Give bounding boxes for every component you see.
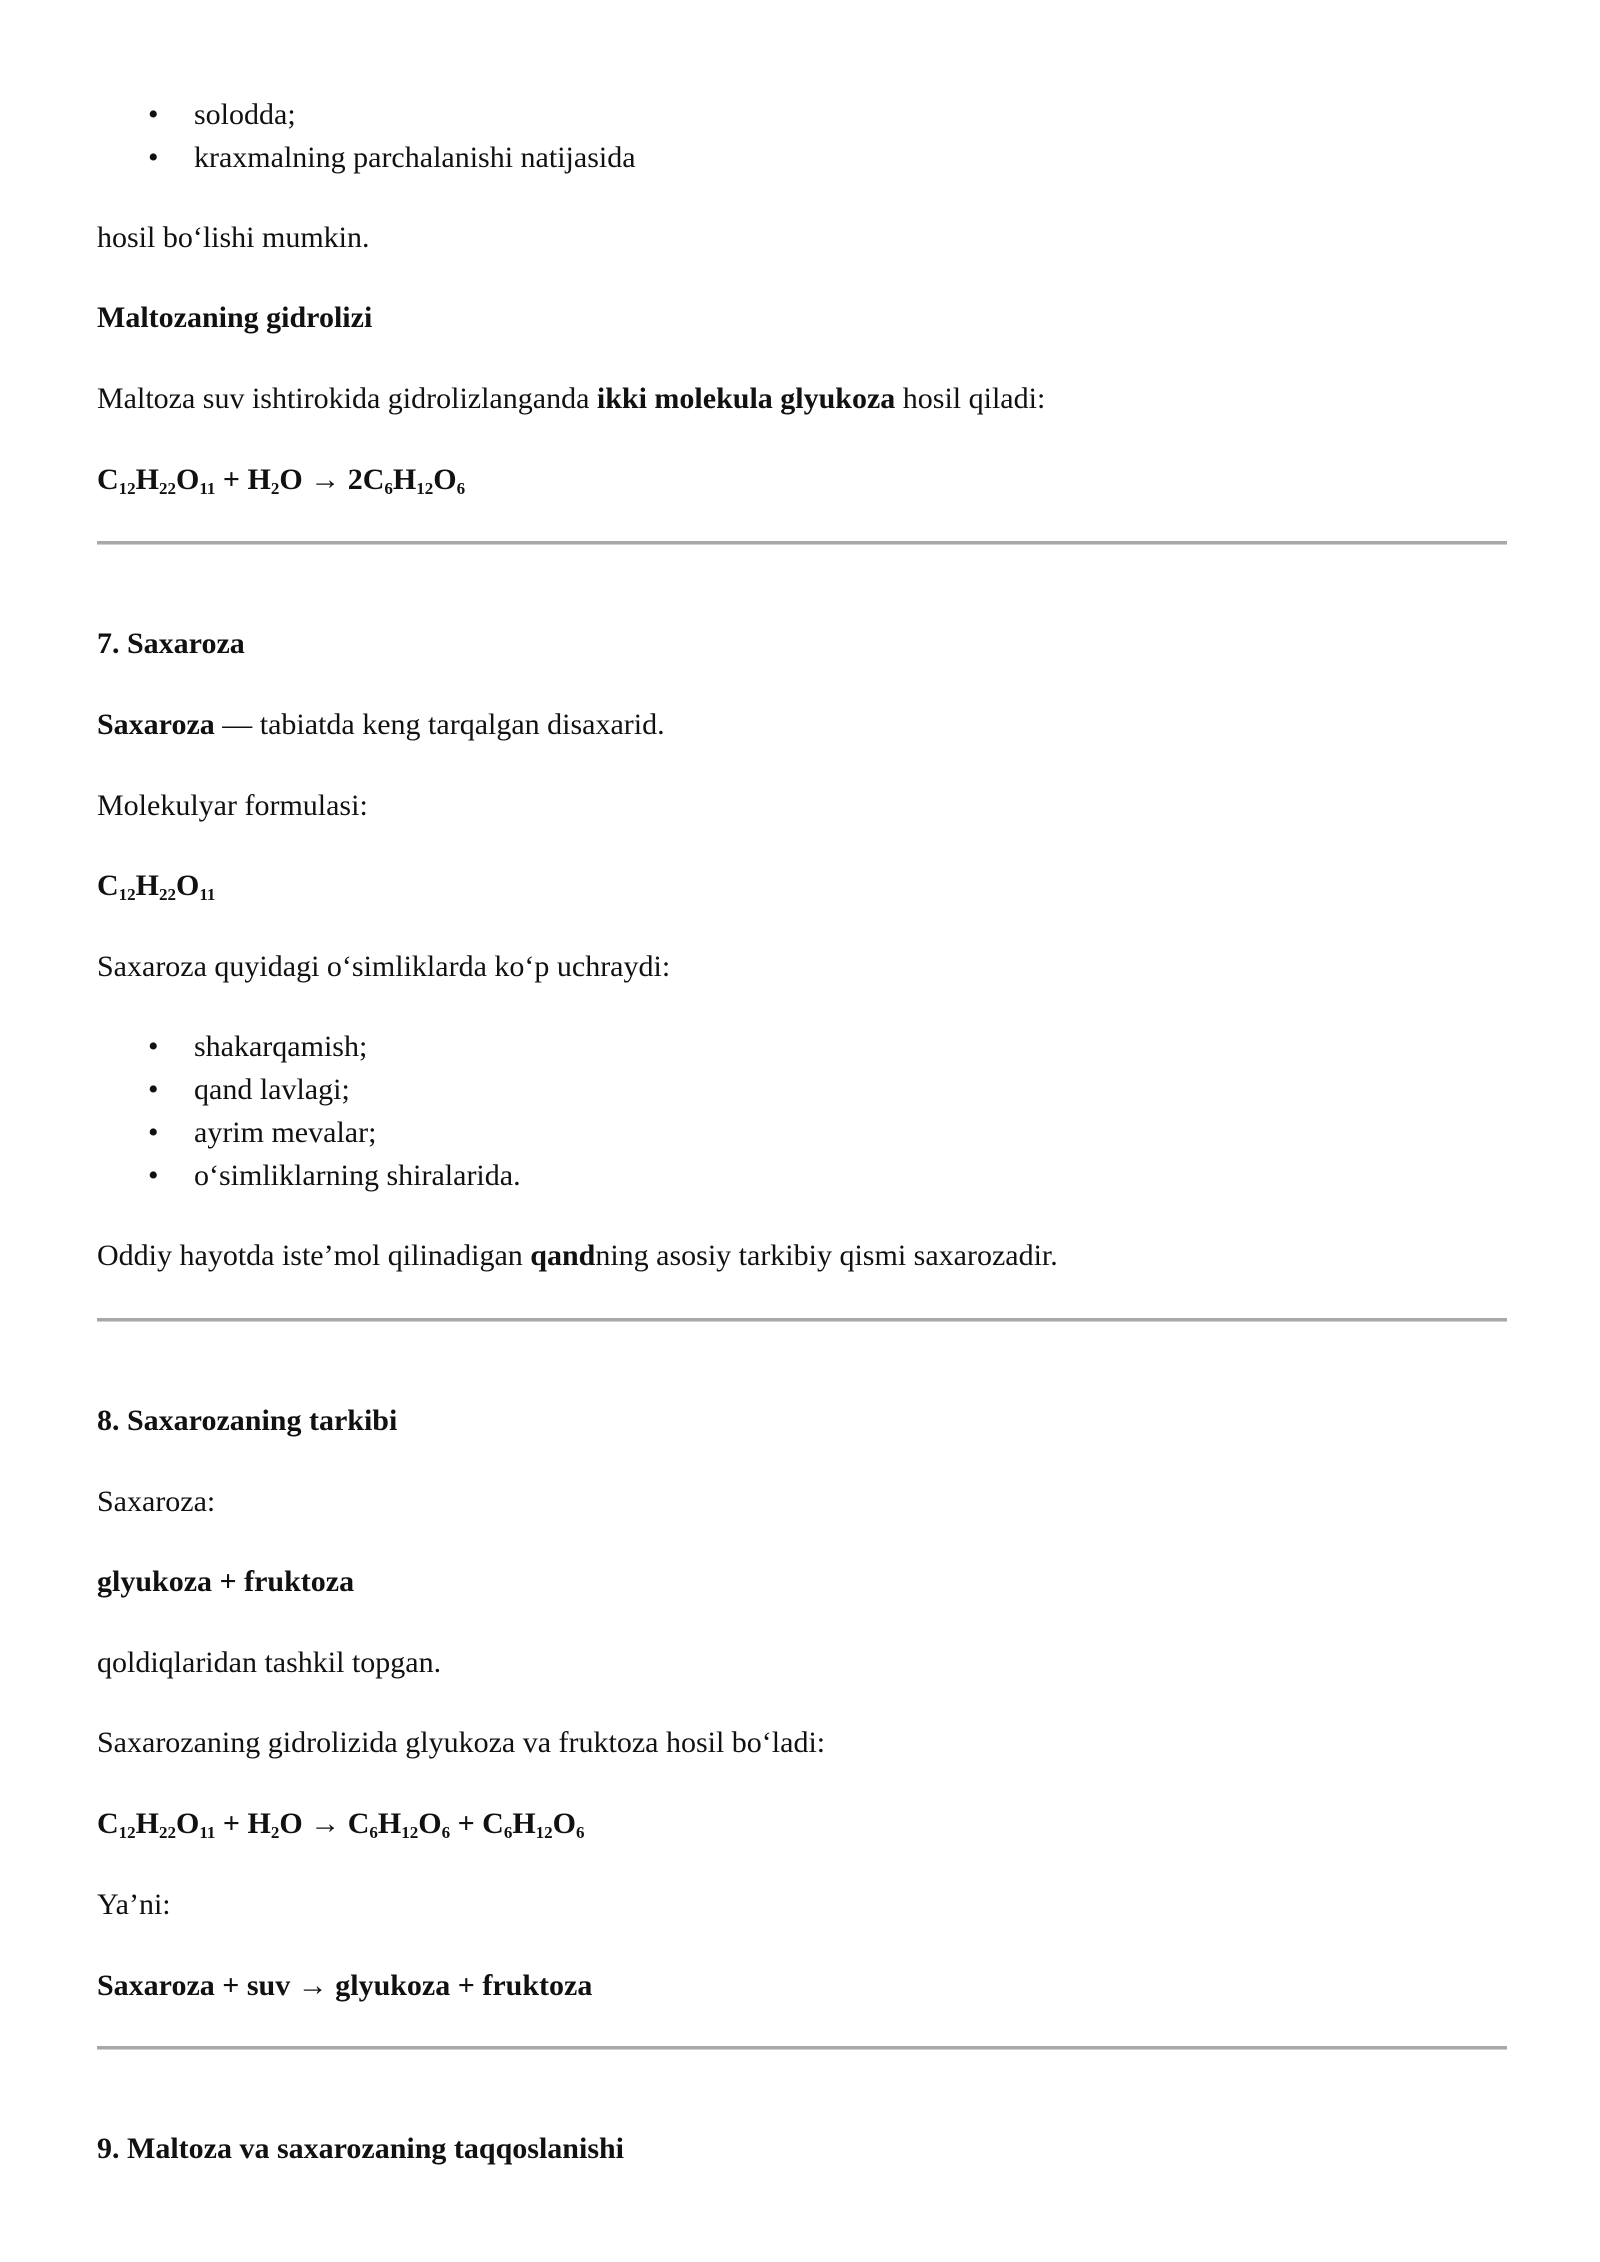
list-item: • ayrim mevalar;	[194, 1114, 376, 1152]
paragraph: hosil bo‘lishi mumkin.	[97, 221, 370, 254]
formula-saxaroza: $C_{12}H_{22}O_{11}$	[97, 869, 216, 904]
paragraph-plants-intro: Saxaroza quyidagi o‘simliklarda ko‘p uchraydi:	[97, 950, 671, 983]
paragraph: Ya’ni:	[97, 1888, 171, 1921]
divider	[97, 1318, 1507, 1322]
section-title-8: 8. Saxarozaning tarkibi	[97, 1404, 398, 1437]
section-title-7: 7. Saxaroza	[97, 627, 245, 660]
paragraph: qoldiqlaridan tashkil topgan.	[97, 1646, 442, 1679]
divider	[97, 2046, 1507, 2050]
list-item: • solodda;	[194, 96, 296, 134]
paragraph-maltoza-hydrolysis: Maltoza suv ishtirokida gidrolizlanganda ikki molekula glyukoza hosil qiladi:	[97, 382, 1046, 415]
equation-words: Saxaroza + suv → glyukoza + fruktoza	[97, 1969, 593, 2002]
paragraph-daily-use: Oddiy hayotda iste’mol qilinadigan qandning asosiy tarkibiy qismi saxarozadir.	[97, 1239, 1058, 1272]
bullet-icon: •	[148, 141, 159, 174]
list-item: • shakarqamish;	[194, 1028, 367, 1066]
equation-sucrose-hydrolysis: $C_{12}H_{22}O_{11} + H_2O \to C_6H_{12}O_6 + C_6H_{12}O_6$	[97, 1807, 585, 1842]
paragraph: Saxaroza:	[97, 1485, 216, 1518]
bullet-icon: •	[148, 98, 159, 131]
list-item: • o‘simliklarning shiralarida.	[194, 1157, 521, 1195]
list-item: • qand lavlagi;	[194, 1071, 350, 1109]
paragraph-composition: glyukoza + fruktoza	[97, 1565, 355, 1598]
subheading-maltoza-gidrolizi: Maltozaning gidrolizi	[97, 301, 373, 334]
list-item: • kraxmalning parchalanishi natijasida	[194, 139, 636, 177]
equation-maltose-hydrolysis: $C_{12}H_{22}O_{11} + H_2O \to 2C_6H_{12}O_6$	[97, 463, 466, 498]
paragraph: Saxarozaning gidrolizida glyukoza va fruktoza hosil bo‘ladi:	[97, 1726, 826, 1759]
paragraph-saxaroza-definition: Saxaroza — tabiatda keng tarqalgan disaxarid.	[97, 708, 665, 741]
bullet-icon: •	[148, 1159, 159, 1192]
bullet-icon: •	[148, 1030, 159, 1063]
bullet-icon: •	[148, 1073, 159, 1106]
paragraph-mol-label: Molekulyar formulasi:	[97, 789, 368, 822]
section-title-9: 9. Maltoza va saxarozaning taqqoslanishi	[97, 2132, 625, 2165]
divider	[97, 541, 1507, 545]
bullet-icon: •	[148, 1116, 159, 1149]
